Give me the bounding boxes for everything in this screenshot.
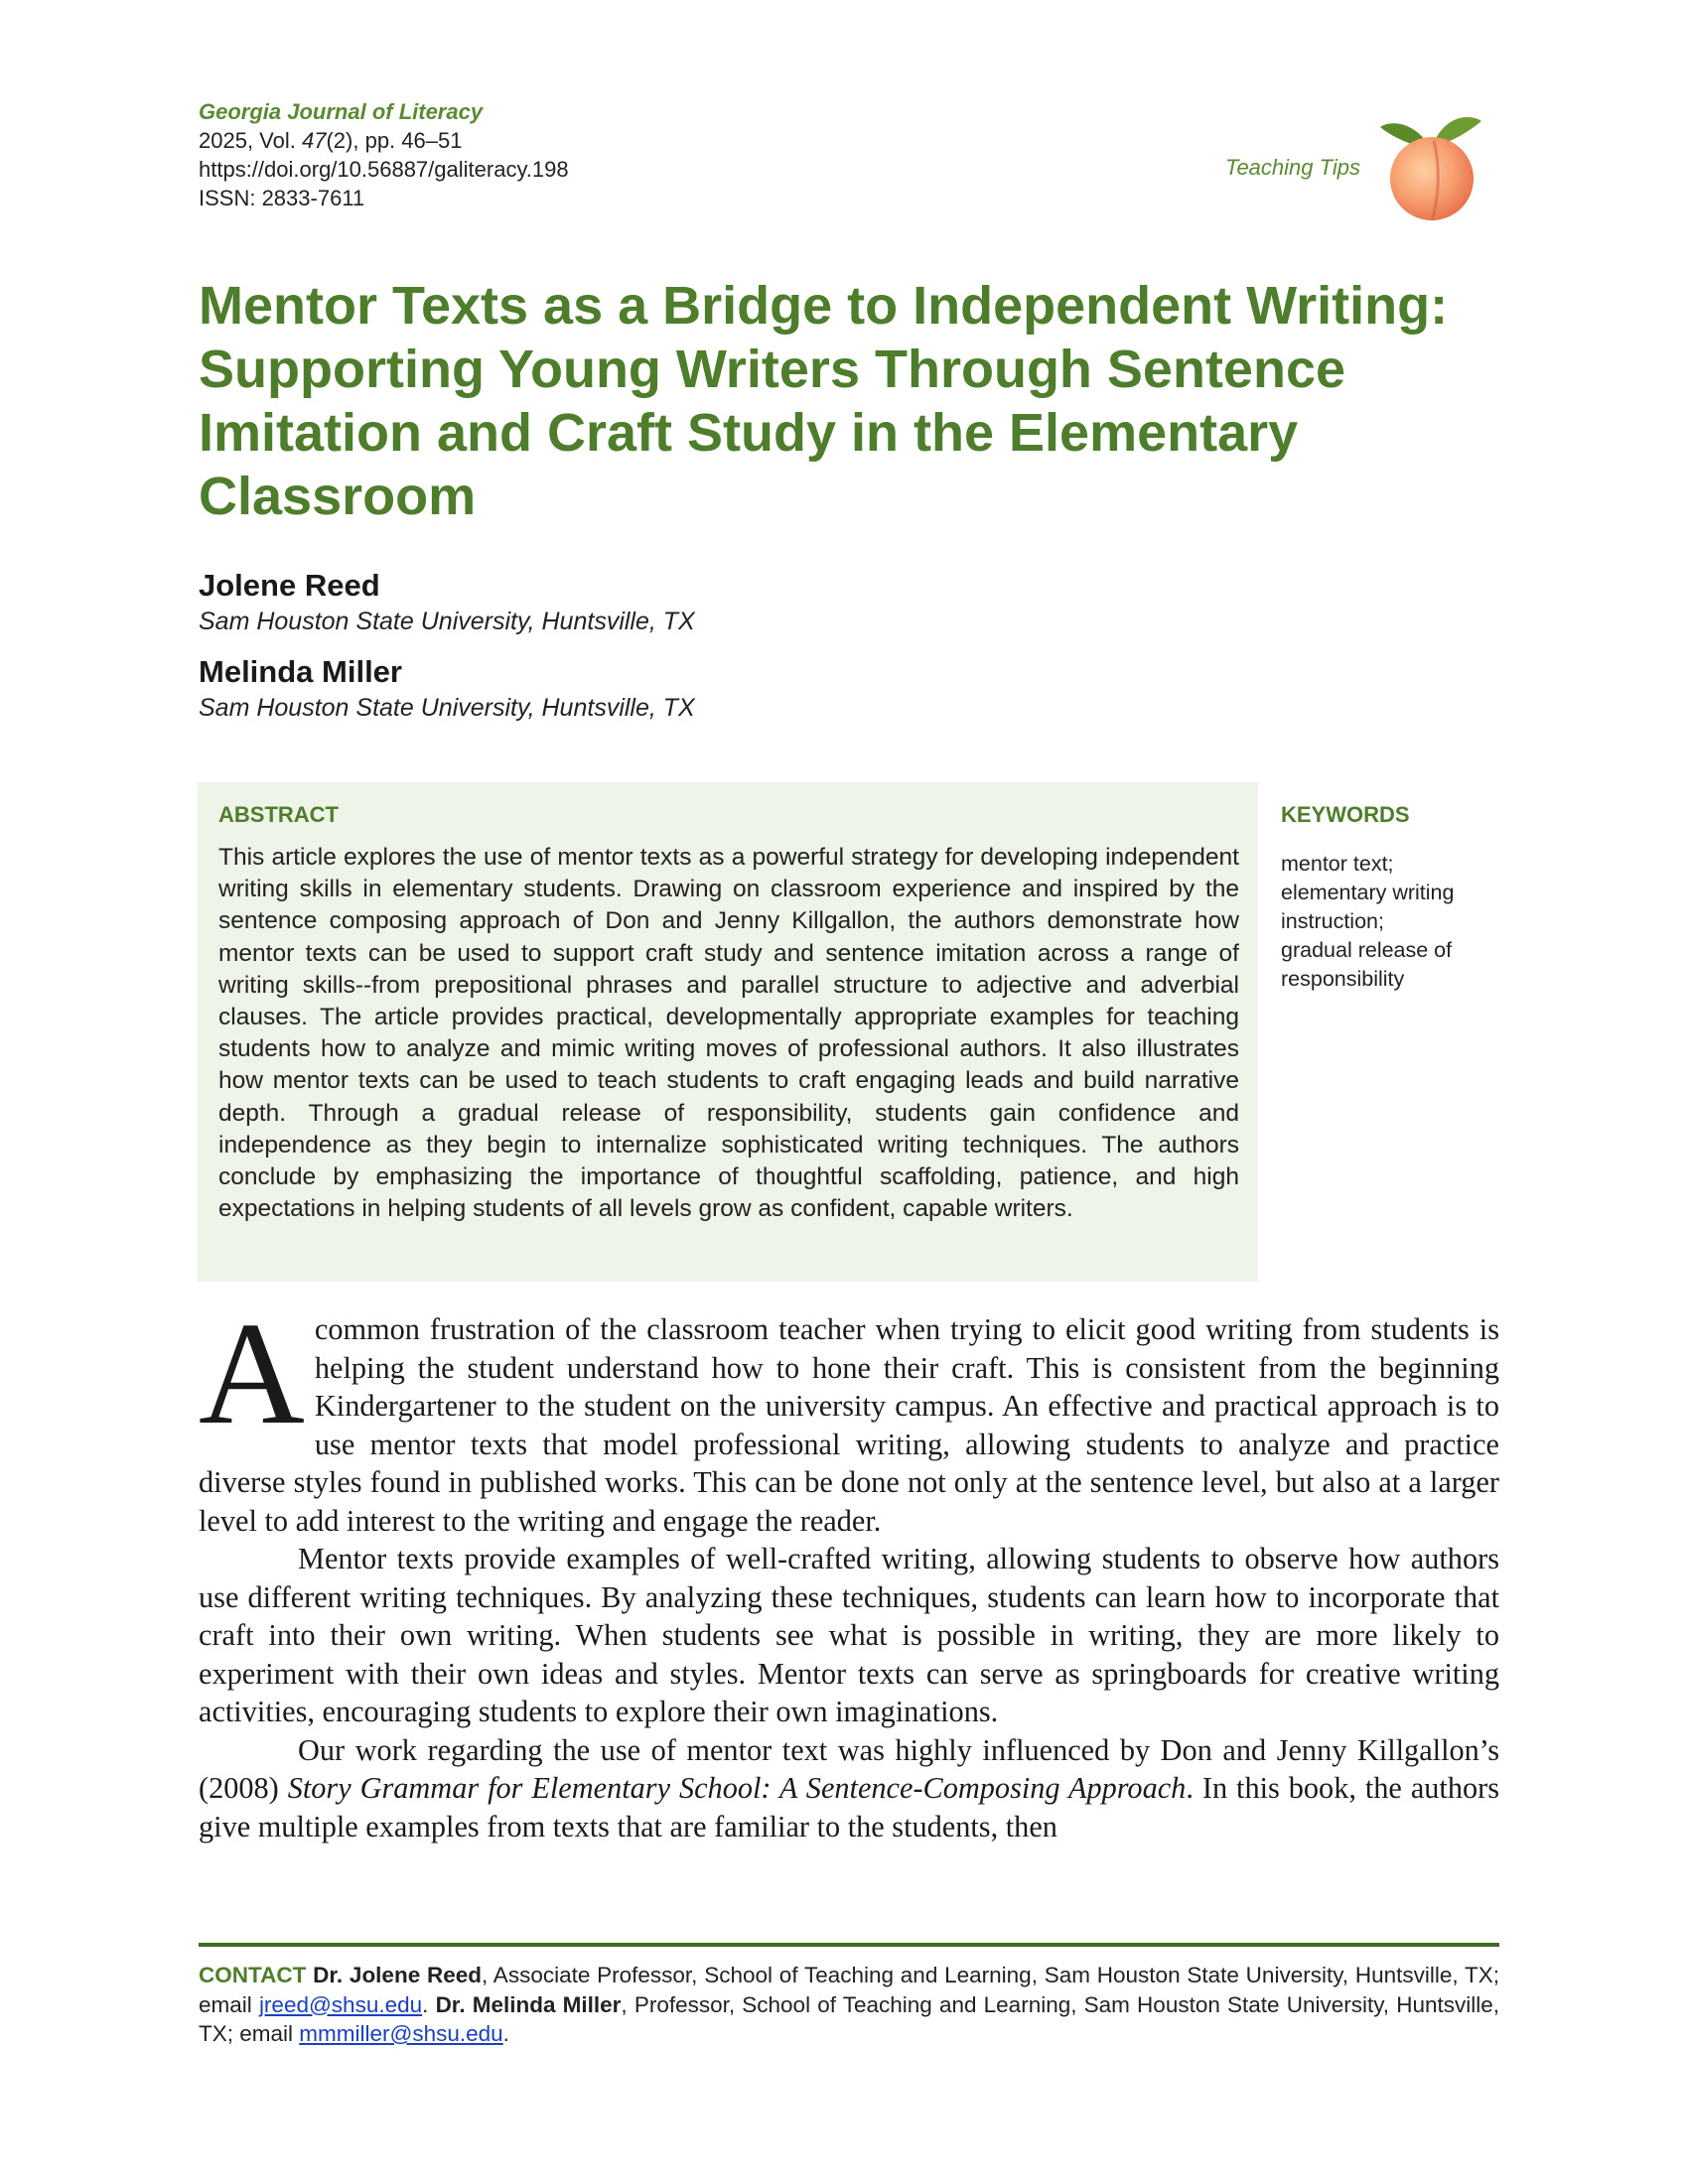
author-name: Jolene Reed [199, 568, 380, 603]
doi[interactable]: https://doi.org/10.56887/galiteracy.198 [199, 157, 569, 182]
author-affiliation: Sam Houston State University, Huntsville, TX [199, 694, 695, 722]
contact-label: CONTACT [199, 1963, 307, 1987]
peach-icon [1374, 107, 1489, 222]
email-link[interactable]: jreed@shsu.edu [258, 1991, 423, 2017]
drop-cap: A [199, 1293, 305, 1455]
keyword-item: elementary writing instruction; [1281, 881, 1455, 933]
paragraph [199, 1731, 1499, 1846]
paragraph: Mentor texts provide examples of well-crafted writing, allowing students to observe how authors use different writing techniques. By analyzing these techniques, students can learn how to incorporate that craft into their own writing. When students see what is possible in writing, they are more likely to experiment with their own ideas and styles. Mentor texts can serve as springboards for creative writing activities, encouraging students to explore their own imaginations. [199, 1542, 1499, 1728]
keywords-list [1281, 850, 1499, 994]
journal-info [199, 97, 569, 212]
keyword-item: mentor text; [1281, 852, 1394, 876]
author-affiliation: Sam Houston State University, Huntsville, TX [199, 608, 695, 635]
citation-suffix: (2), pp. 46–51 [326, 128, 463, 153]
author-contact-name: Dr. Melinda Miller [435, 1991, 622, 2017]
abstract-text: This article explores the use of mentor texts as a powerful strategy for developing independent writing skills in elementary students. Drawing on classroom experience and inspired by the sentence composing approach of Don and Jenny Killgallon, the authors demonstrate how mentor texts can be used to support craft study and sentence imitation across a range of writing skills--from prepositional phrases and parallel structure to adjective and adverbial clauses. The article provides practical, developmentally appropriate examples for teaching students how to analyze and mimic writing moves of professional authors. It also illustrates how mentor texts can be used to teach students to craft engaging leads and build narrative depth. Through a gradual release of responsibility, students gain confidence and independence as they begin to internalize sophisticated writing techniques. The authors conclude by emphasizing the importance of thoughtful scaffolding, patience, and high expectations in helping students of all levels grow as confident, capable writers. [218, 844, 1239, 1223]
journal-name: Georgia Journal of Literacy [199, 99, 484, 124]
issn: ISSN: 2833-7611 [199, 186, 365, 210]
article-title: Mentor Texts as a Bridge to Independent Writing: Supporting Young Writers Through Sentence Imitation and Craft Study in the Elementary Classroom [199, 276, 1449, 526]
separator: . [502, 2021, 509, 2046]
citation-volume: 47 [301, 128, 327, 153]
author-contact-name: Dr. Jolene Reed [313, 1963, 483, 1987]
email-link[interactable]: mmmiller@shsu.edu [299, 2021, 503, 2046]
author-name: Melinda Miller [199, 654, 402, 689]
abstract-heading: ABSTRACT [218, 802, 339, 827]
paragraph-text: common frustration of the classroom teacher when trying to elicit good writing from students is helping the student understand how to hone their craft. This is consistent from the beginning Kindergartener to the student on the university campus. An effective and practical approach is to use mentor texts that model professional writing, allowing students to analyze and practice diverse styles found in published works. This can be done not only at the sentence level, but also at a larger level to add interest to the writing and engage the reader. [199, 1312, 1499, 1538]
keyword-item: gradual release of responsibility [1281, 938, 1453, 991]
section-tag: Teaching Tips [1225, 155, 1360, 180]
author-contact-details: , Associate Professor, School of Teaching and Learning, Sam Houston State University, Huntsville, TX; email [199, 1963, 1499, 2017]
paragraph-text: . In this book, the authors give multiple examples from texts that are familiar to the students, then [199, 1771, 1500, 1843]
book-title: Story Grammar for Elementary School: A Sentence-Composing Approach [287, 1771, 1187, 1805]
contact-info [199, 1961, 1499, 2049]
separator: . [422, 1991, 436, 2017]
footer-rule [199, 1943, 1499, 1947]
citation [199, 126, 569, 155]
author-contact-details: , Professor, School of Teaching and Learning, Sam Houston State University, Huntsville, TX; email [199, 1991, 1500, 2046]
paragraph-text: Our work regarding the use of mentor text was highly influenced by Don and Jenny Killgallon’s (2008) [199, 1732, 1499, 1805]
paragraph [199, 1293, 1499, 1540]
keywords-heading: KEYWORDS [1281, 802, 1410, 827]
citation-prefix: 2025, Vol. [199, 128, 302, 153]
article-body [199, 1293, 1500, 1845]
